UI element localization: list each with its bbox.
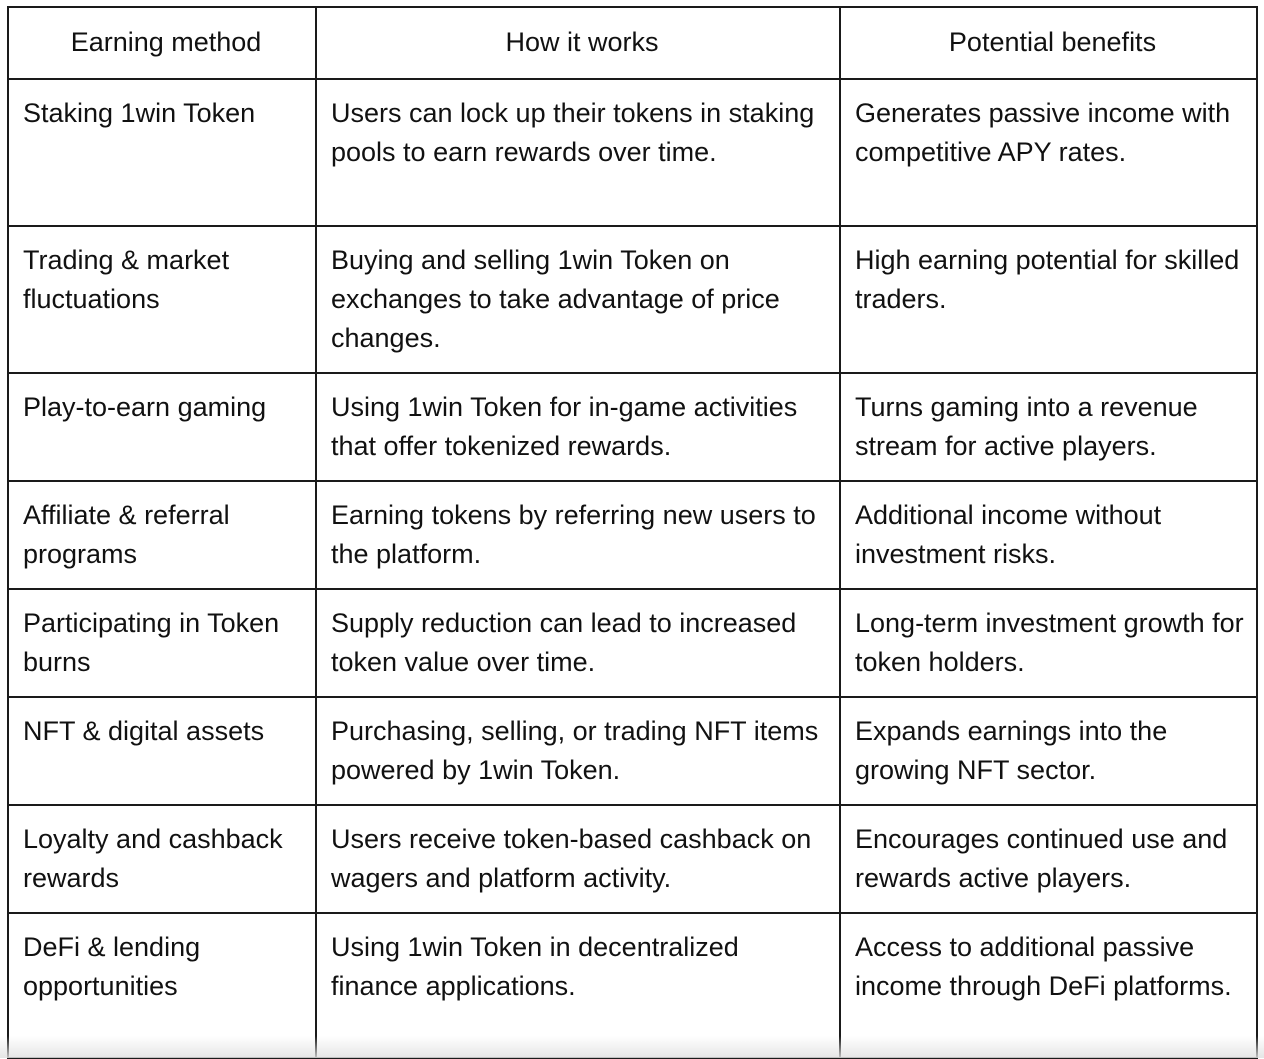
- table-row: [8, 373, 1257, 481]
- how-cell: Purchasing, selling, or trading NFT items powered by 1win Token.: [316, 697, 840, 805]
- header-earning-method: Earning method: [8, 7, 316, 79]
- how-cell: Using 1win Token for in-game activities that offer tokenized rewards.: [316, 373, 840, 481]
- benefits-cell: Access to additional passive income through DeFi platforms.: [840, 913, 1257, 1058]
- table-row: [8, 697, 1257, 805]
- table-row: [8, 913, 1257, 1058]
- benefits-cell: Expands earnings into the growing NFT sector.: [840, 697, 1257, 805]
- how-cell: Earning tokens by referring new users to the platform.: [316, 481, 840, 589]
- header-potential-benefits: Potential benefits: [840, 7, 1257, 79]
- benefits-cell: Turns gaming into a revenue stream for active players.: [840, 373, 1257, 481]
- method-cell: NFT & digital assets: [8, 697, 316, 805]
- method-cell: Trading & market fluctuations: [8, 226, 316, 373]
- benefits-cell: High earning potential for skilled traders.: [840, 226, 1257, 373]
- benefits-cell: Encourages continued use and rewards active players.: [840, 805, 1257, 913]
- how-cell: Users can lock up their tokens in staking pools to earn rewards over time.: [316, 79, 840, 226]
- method-cell: Participating in Token burns: [8, 589, 316, 697]
- header-how-it-works: How it works: [316, 7, 840, 79]
- table-header-row: [8, 7, 1257, 79]
- method-cell: Loyalty and cashback rewards: [8, 805, 316, 913]
- how-cell: Supply reduction can lead to increased token value over time.: [316, 589, 840, 697]
- table-row: [8, 226, 1257, 373]
- method-cell: Affiliate & referral programs: [8, 481, 316, 589]
- earning-methods-table: [7, 6, 1258, 1059]
- method-cell: Staking 1win Token: [8, 79, 316, 226]
- benefits-cell: Generates passive income with competitive APY rates.: [840, 79, 1257, 226]
- how-cell: Users receive token-based cashback on wagers and platform activity.: [316, 805, 840, 913]
- how-cell: Buying and selling 1win Token on exchanges to take advantage of price changes.: [316, 226, 840, 373]
- benefits-cell: Additional income without investment risks.: [840, 481, 1257, 589]
- table-row: [8, 805, 1257, 913]
- how-cell: Using 1win Token in decentralized finance applications.: [316, 913, 840, 1058]
- table-row: [8, 481, 1257, 589]
- method-cell: DeFi & lending opportunities: [8, 913, 316, 1058]
- method-cell: Play-to-earn gaming: [8, 373, 316, 481]
- table-row: [8, 589, 1257, 697]
- benefits-cell: Long-term investment growth for token holders.: [840, 589, 1257, 697]
- table-row: [8, 79, 1257, 226]
